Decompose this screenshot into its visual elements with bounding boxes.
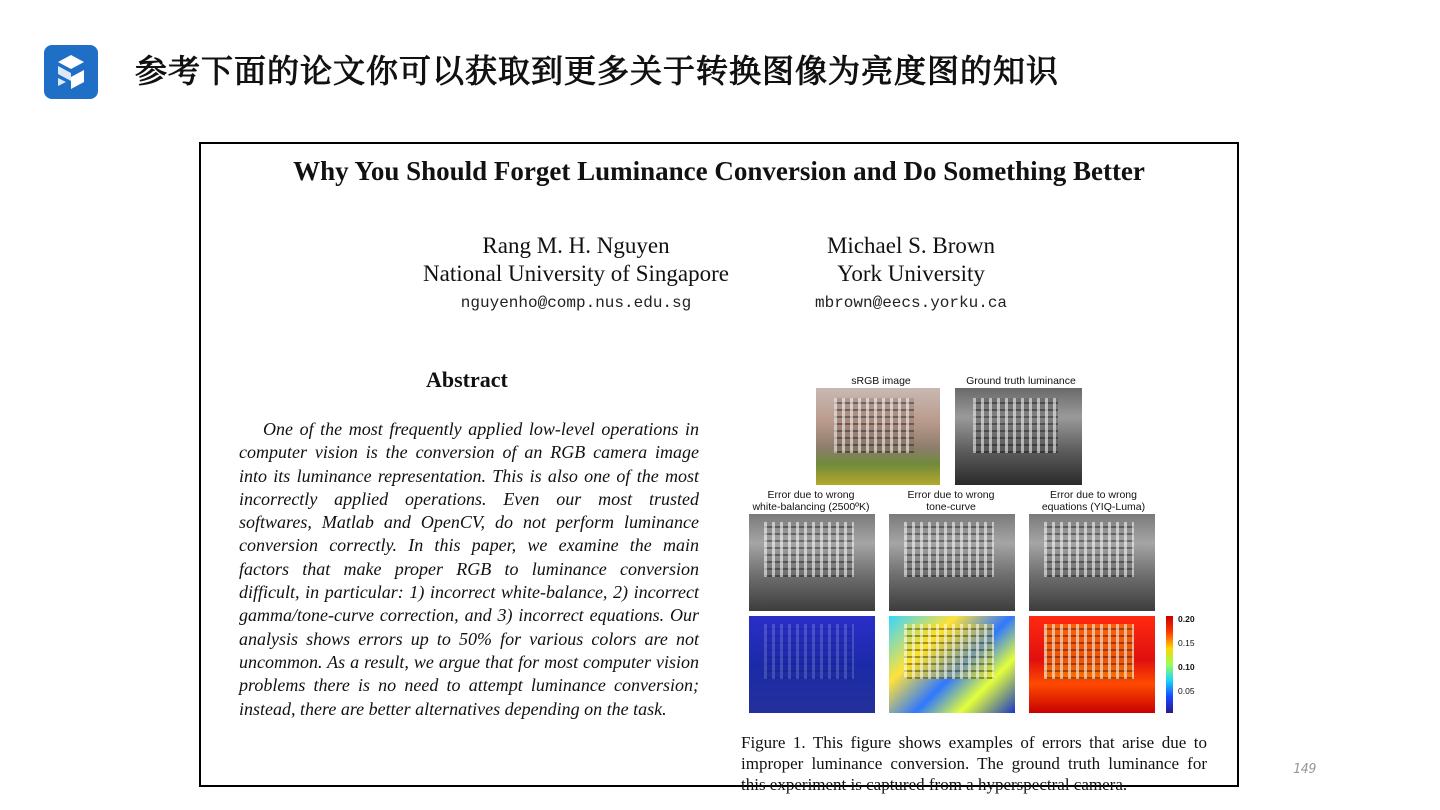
colorbar-tick: 0.20	[1178, 614, 1195, 624]
abstract-text: One of the most frequently applied low-level operations in computer vision is the conversion of an RGB camera image into its luminance representation. This is also one of the most incorrectly applied operations. Even our most trusted softwares, Matlab and OpenCV, do not perform luminance conversion correctly. In this paper, we examine the main factors that make proper RGB to luminance conversion difficult, in particular: 1) incorrect white-balance, 2) incorrect gamma/tone-curve correction, and 3) incorrect equations. Our analysis shows errors up to 50% for various colors are not uncommon. As a result, we argue that for most computer vision problems there is no need to attempt luminance conversion; instead, there are better alternatives depending on the task.	[239, 419, 699, 719]
tonecurve-error-gray-image	[889, 514, 1015, 611]
author-email: nguyenho@comp.nus.edu.sg	[460, 294, 692, 312]
label-wb: Error due to wrong white-balancing (2500ºK)	[752, 489, 870, 513]
srgb-image	[816, 388, 940, 485]
figure-1	[741, 372, 1221, 794]
label-srgb: sRGB image	[851, 375, 911, 387]
colorbar	[1166, 616, 1173, 713]
s-logo-icon	[44, 45, 98, 99]
colorbar-tick: 0.15	[1178, 638, 1195, 648]
author-affiliation: York University	[837, 261, 985, 286]
equations-error-heatmap	[1029, 616, 1155, 713]
colorbar-tick: 0.05	[1178, 686, 1195, 696]
page-number: 149	[1293, 762, 1317, 777]
abstract-heading: Abstract	[426, 367, 508, 392]
paper-title: Why You Should Forget Luminance Conversion and Do Something Better	[293, 156, 1145, 186]
author-affiliation: National University of Singapore	[423, 261, 729, 286]
wb-error-gray-image	[749, 514, 875, 611]
author-name: Michael S. Brown	[826, 233, 995, 258]
equations-error-gray-image	[1029, 514, 1155, 611]
label-tonecurve: Error due to wrong tone-curve	[907, 489, 995, 513]
author-name: Rang M. H. Nguyen	[482, 233, 670, 258]
author-block-1	[411, 232, 741, 318]
paper-screenshot	[199, 142, 1239, 794]
tonecurve-error-heatmap	[889, 616, 1015, 713]
figure-caption: Figure 1. This figure shows examples of errors that arise due to improper luminance conversion. The ground truth luminance for this experiment is captured from a hyperspectral camera.	[741, 733, 1207, 794]
label-ground-truth: Ground truth luminance	[966, 375, 1076, 387]
label-equations: Error due to wrong equations (YIQ-Luma)	[1041, 489, 1146, 513]
wb-error-heatmap	[749, 616, 875, 713]
ground-truth-image	[955, 388, 1082, 485]
author-email: mbrown@eecs.yorku.ca	[814, 294, 1008, 312]
author-block-2	[761, 232, 1061, 318]
colorbar-tick: 0.10	[1178, 662, 1195, 672]
slide-title: 参考下面的论文你可以获取到更多关于转换图像为亮度图的知识	[135, 52, 1060, 90]
